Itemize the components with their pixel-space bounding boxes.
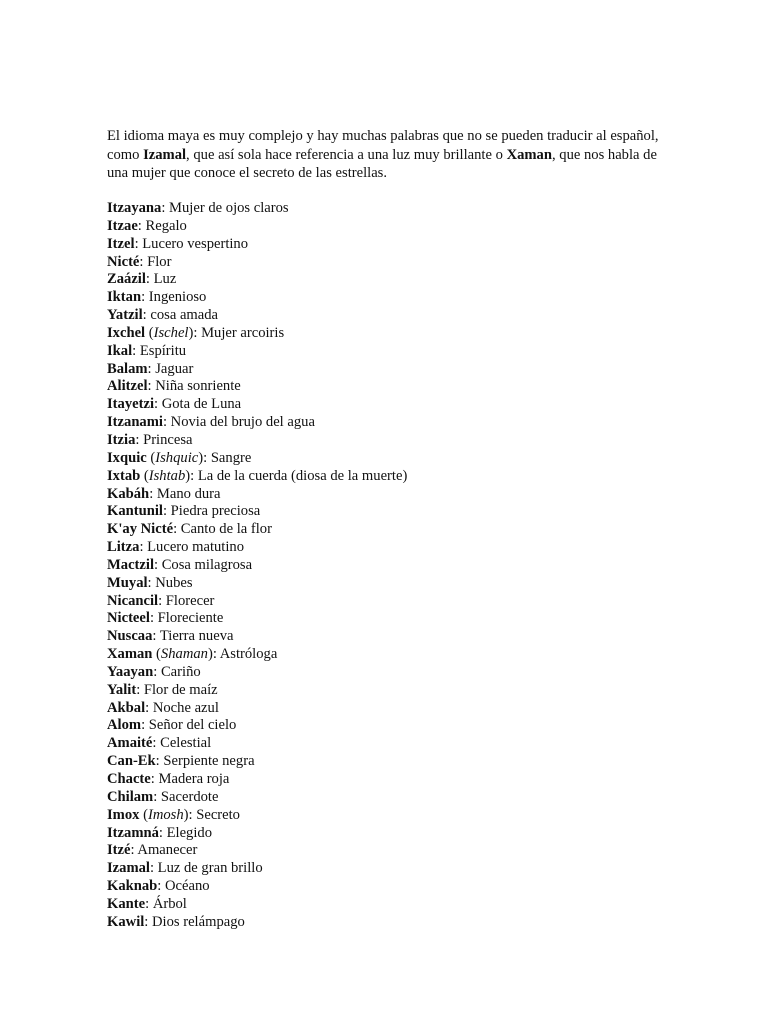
name-meaning: Serpiente negra xyxy=(163,753,255,770)
name-term: Kawil xyxy=(107,913,145,930)
name-meaning: Ingenioso xyxy=(148,289,207,306)
name-meaning: Floreciente xyxy=(157,610,224,627)
name-meaning: Cariño xyxy=(160,663,201,680)
name-term: Yalit xyxy=(107,681,137,698)
name-entry: Kawil: Dios relámpago xyxy=(107,913,245,930)
name-meaning: Flor xyxy=(147,253,172,270)
name-meaning: Regalo xyxy=(145,217,187,234)
name-entry: Itayetzi: Gota de Luna xyxy=(107,396,242,413)
name-meaning: Cosa milagrosa xyxy=(161,556,253,573)
name-entry: Nicté: Flor xyxy=(107,253,172,270)
intro-text-2: , que así sola hace referencia a una luz muy brillante o xyxy=(186,146,507,163)
name-entry: Mactzil: Cosa milagrosa xyxy=(107,556,253,573)
name-meaning: Mano dura xyxy=(156,485,221,502)
name-entry: Itzé: Amanecer xyxy=(107,842,198,859)
name-term: Xaman xyxy=(107,646,153,663)
name-term: Alom xyxy=(107,717,142,734)
name-alt-spelling: Shaman xyxy=(160,646,208,663)
name-entry: Ikal: Espíritu xyxy=(107,342,187,359)
name-term: Imox xyxy=(107,806,140,823)
name-term: Ikal xyxy=(107,342,133,359)
name-meaning: Dios relámpago xyxy=(152,913,245,930)
name-meaning: Nubes xyxy=(155,574,193,591)
name-term: Ixquic xyxy=(107,449,147,466)
intro-text-3: , que nos habla de una mujer que conoce el secreto de las estrellas. xyxy=(107,146,657,181)
intro-paragraph xyxy=(107,127,667,183)
name-entry: Ixquic (Ishquic): Sangre xyxy=(107,449,252,466)
name-term: Izamal xyxy=(107,860,150,877)
name-entry: Iktan: Ingenioso xyxy=(107,289,207,306)
name-meaning: Canto de la flor xyxy=(180,521,272,538)
name-meaning: Mujer arcoiris xyxy=(201,324,285,341)
name-entry: Nicancil: Florecer xyxy=(107,592,215,609)
name-entry: Imox (Imosh): Secreto xyxy=(107,806,240,823)
name-meaning: Lucero matutino xyxy=(147,539,244,556)
name-meaning: cosa amada xyxy=(150,307,219,324)
name-entry: Litza: Lucero matutino xyxy=(107,539,244,556)
name-entry: Ixchel (Ischel): Mujer arcoiris xyxy=(107,324,285,341)
name-term: Chacte xyxy=(107,771,151,787)
name-term: Nicté xyxy=(107,253,140,270)
name-term: Ixchel xyxy=(107,324,146,341)
name-term: Yatzil xyxy=(107,307,143,324)
name-meaning: Astróloga xyxy=(219,646,278,663)
name-term: Itzamná xyxy=(107,824,159,841)
name-meaning: Sacerdote xyxy=(160,788,219,805)
name-entry: Kabáh: Mano dura xyxy=(107,485,221,502)
name-term: Itzé xyxy=(107,842,131,859)
name-term: Itzae xyxy=(107,217,138,234)
name-entry: Zaázil: Luz xyxy=(107,271,177,288)
name-term: Itzayana xyxy=(107,200,162,216)
name-entry: Yaayan: Cariño xyxy=(107,663,201,680)
name-term: Kantunil xyxy=(107,503,163,520)
intro-text-1: El idioma maya es muy complejo y hay muchas palabras que no se pueden traducir al español, como xyxy=(107,128,659,163)
name-meaning: Luz xyxy=(153,271,177,288)
name-term: Iktan xyxy=(107,289,142,306)
name-meaning: Elegido xyxy=(166,824,212,841)
name-term: Nicancil xyxy=(107,592,159,609)
name-meaning: Tierra nueva xyxy=(159,628,234,645)
name-entry: Kantunil: Piedra preciosa xyxy=(107,503,261,520)
name-term: Litza xyxy=(107,539,140,556)
name-entry: Balam: Jaguar xyxy=(107,360,194,377)
name-meaning: Florecer xyxy=(165,592,215,609)
name-alt-spelling: Ishtab xyxy=(148,467,186,484)
name-term: Can-Ek xyxy=(107,753,156,770)
name-entry: Yalit: Flor de maíz xyxy=(107,681,218,698)
name-entry: Akbal: Noche azul xyxy=(107,699,219,716)
name-entry: Ixtab (Ishtab): La de la cuerda (diosa de la muerte) xyxy=(107,467,408,484)
name-term: Itayetzi xyxy=(107,396,155,413)
name-entry: Itzel: Lucero vespertino xyxy=(107,235,249,252)
name-term: Kante xyxy=(107,895,146,912)
name-meaning: Espíritu xyxy=(139,342,187,359)
name-meaning: Novia del brujo del agua xyxy=(170,414,315,431)
name-entry: K'ay Nicté: Canto de la flor xyxy=(107,521,272,538)
name-entry: Muyal: Nubes xyxy=(107,574,193,591)
name-meaning: Celestial xyxy=(160,735,212,752)
name-term: Muyal xyxy=(107,574,148,591)
name-meaning: Sangre xyxy=(210,449,252,466)
intro-term-xaman: Xaman xyxy=(506,146,552,163)
name-entry: Kante: Árbol xyxy=(107,895,187,912)
name-term: Kabáh xyxy=(107,485,150,502)
name-term: Mactzil xyxy=(107,556,154,573)
name-entry: Yatzil: cosa amada xyxy=(107,307,219,324)
name-meaning: Árbol xyxy=(152,895,187,912)
name-term: Nicteel xyxy=(107,610,150,627)
name-entry: Kaknab: Océano xyxy=(107,878,210,895)
name-meaning: Señor del cielo xyxy=(148,717,237,734)
name-entry: Itzanami: Novia del brujo del agua xyxy=(107,414,315,431)
name-meaning: Lucero vespertino xyxy=(142,235,249,252)
name-meaning: Secreto xyxy=(196,806,240,823)
name-meaning: Mujer de ojos claros xyxy=(169,200,289,216)
name-term: Balam xyxy=(107,360,148,377)
name-meaning: Amanecer xyxy=(137,842,198,859)
name-meaning: Flor de maíz xyxy=(143,681,218,698)
name-alt-spelling: Ishquic xyxy=(155,449,199,466)
name-meaning: Niña sonriente xyxy=(155,378,241,395)
name-entry: Izamal: Luz de gran brillo xyxy=(107,860,263,877)
name-entry: Amaité: Celestial xyxy=(107,735,212,752)
name-entry: Itzamná: Elegido xyxy=(107,824,212,841)
name-meaning: Luz de gran brillo xyxy=(157,860,263,877)
name-term: Zaázil xyxy=(107,271,146,288)
name-term: Akbal xyxy=(107,699,146,716)
name-entry: Chilam: Sacerdote xyxy=(107,788,219,805)
name-meaning: La de la cuerda (diosa de la muerte) xyxy=(197,467,408,484)
name-term: Amaité xyxy=(107,735,153,752)
maya-names-list xyxy=(107,200,407,932)
name-entry: Itzae: Regalo xyxy=(107,217,187,234)
name-meaning: Madera roja xyxy=(158,771,230,787)
name-entry: Alitzel: Niña sonriente xyxy=(107,378,241,395)
name-meaning: Gota de Luna xyxy=(161,396,242,413)
name-term: Kaknab xyxy=(107,878,158,895)
name-alt-spelling: Imosh xyxy=(147,806,184,823)
name-entry: Xaman (Shaman): Astróloga xyxy=(107,646,278,663)
name-meaning: Princesa xyxy=(143,431,193,448)
name-meaning: Piedra preciosa xyxy=(170,503,261,520)
name-term: Alitzel xyxy=(107,378,148,395)
name-entry: Itzia: Princesa xyxy=(107,431,193,448)
name-term: Ixtab xyxy=(107,467,141,484)
name-alt-spelling: Ischel xyxy=(153,324,189,341)
name-entry: Chacte: Madera roja xyxy=(107,771,230,787)
intro-term-izamal: Izamal xyxy=(143,146,187,163)
name-entry: Itzayana: Mujer de ojos claros xyxy=(107,200,289,216)
name-entry: Can-Ek: Serpiente negra xyxy=(107,753,255,770)
name-entry: Nicteel: Floreciente xyxy=(107,610,224,627)
name-term: Nuscaa xyxy=(107,628,153,645)
name-entry: Nuscaa: Tierra nueva xyxy=(107,628,234,645)
name-meaning: Noche azul xyxy=(152,699,219,716)
name-term: Itzel xyxy=(107,235,135,252)
name-meaning: Jaguar xyxy=(155,360,194,377)
name-term: Itzanami xyxy=(107,414,163,431)
name-term: Yaayan xyxy=(107,663,154,680)
name-term: K'ay Nicté xyxy=(107,521,174,538)
name-entry: Alom: Señor del cielo xyxy=(107,717,237,734)
name-meaning: Océano xyxy=(165,878,210,895)
name-term: Itzia xyxy=(107,431,136,448)
name-term: Chilam xyxy=(107,788,154,805)
